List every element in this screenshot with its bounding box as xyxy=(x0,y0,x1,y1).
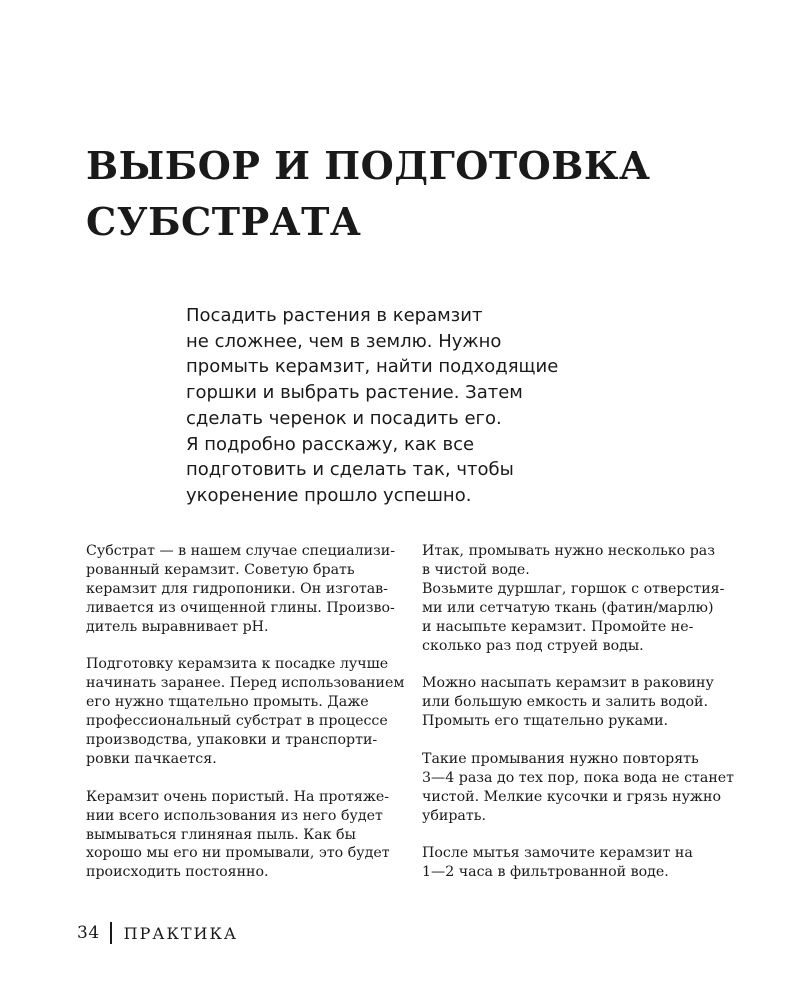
body-line: рованный керамзит. Советую брать xyxy=(86,561,355,578)
left-column xyxy=(86,542,406,882)
body-line: и насыпьте керамзит. Промойте не- xyxy=(422,618,694,635)
section-name: ПРАКТИКА xyxy=(123,923,238,943)
lead-line: горшки и выбрать растение. Затем xyxy=(186,382,523,404)
page-footer xyxy=(77,920,238,946)
body-line: хорошо мы его ни промывали, это будет xyxy=(86,845,390,862)
page-title xyxy=(86,138,726,250)
lead-paragraph xyxy=(186,303,626,509)
body-line: Керамзит очень пористый. На протяже- xyxy=(86,788,390,805)
body-line: ровки пачкается. xyxy=(86,750,217,767)
lead-line: не сложнее, чем в землю. Нужно xyxy=(186,330,502,352)
body-paragraph xyxy=(422,674,742,731)
lead-line: подготовить и сделать так, чтобы xyxy=(186,459,514,481)
body-line: Можно насыпать керамзит в раковину xyxy=(422,675,714,692)
body-line: Подготовку керамзита к посадке лучше xyxy=(86,656,389,673)
lead-line: промыть керамзит, найти подходящие xyxy=(186,356,559,378)
body-line: 3—4 раза до тех пор, пока вода не станет xyxy=(422,769,735,786)
body-line: керамзит для гидропоники. Он изготав- xyxy=(86,580,388,597)
body-line: вымываться глиняная пыль. Как бы xyxy=(86,826,356,843)
body-line: Субстрат — в нашем случае специализи- xyxy=(86,543,396,559)
body-line: или большую емкость и залить водой. xyxy=(422,694,709,711)
lead-line: Я подробно расскажу, как все xyxy=(186,433,475,455)
body-line: ми или сетчатую ткань (фатин/марлю) xyxy=(422,599,714,616)
body-line: 1—2 часа в фильтрованной воде. xyxy=(422,864,669,881)
body-line: происходить постоянно. xyxy=(86,864,269,881)
body-paragraph xyxy=(86,542,406,637)
lead-line: сделать черенок и посадить его. xyxy=(186,407,502,429)
lead-line: укоренение прошло успешно. xyxy=(186,484,472,506)
body-line: начинать заранее. Перед использованием xyxy=(86,675,405,692)
body-line: После мытья замочите керамзит на xyxy=(422,845,693,862)
body-line: убирать. xyxy=(422,807,486,824)
body-paragraph xyxy=(422,542,742,655)
body-line: Возьмите дуршлаг, горшок с отверстия- xyxy=(422,580,725,597)
footer-divider xyxy=(110,922,112,944)
body-line: в чистой воде. xyxy=(422,561,530,578)
page-title-line: ВЫБОР И ПОДГОТОВКА xyxy=(86,143,651,188)
page-title-line: СУБСТРАТА xyxy=(86,199,362,244)
body-paragraph xyxy=(86,655,406,768)
body-line: сколько раз под струей воды. xyxy=(422,637,644,654)
body-paragraph xyxy=(422,844,742,882)
body-paragraph xyxy=(422,750,742,826)
body-line: чистой. Мелкие кусочки и грязь нужно xyxy=(422,788,721,805)
body-line: дитель выравнивает pH. xyxy=(86,618,269,635)
body-line: Итак, промывать нужно несколько раз xyxy=(422,543,716,559)
body-line: производства, упаковки и транспорти- xyxy=(86,732,378,749)
body-line: ливается из очищенной глины. Произво- xyxy=(86,599,395,616)
lead-line: Посадить растения в керамзит xyxy=(186,305,483,326)
page-number: 34 xyxy=(77,923,100,943)
body-line: Такие промывания нужно повторять xyxy=(422,750,699,767)
body-line: профессиональный субстрат в процессе xyxy=(86,713,388,730)
body-line: его нужно тщательно промыть. Даже xyxy=(86,694,369,711)
body-line: нии всего использования из него будет xyxy=(86,807,383,824)
body-paragraph xyxy=(86,788,406,883)
body-line: Промыть его тщательно руками. xyxy=(422,713,669,730)
right-column xyxy=(422,542,742,882)
